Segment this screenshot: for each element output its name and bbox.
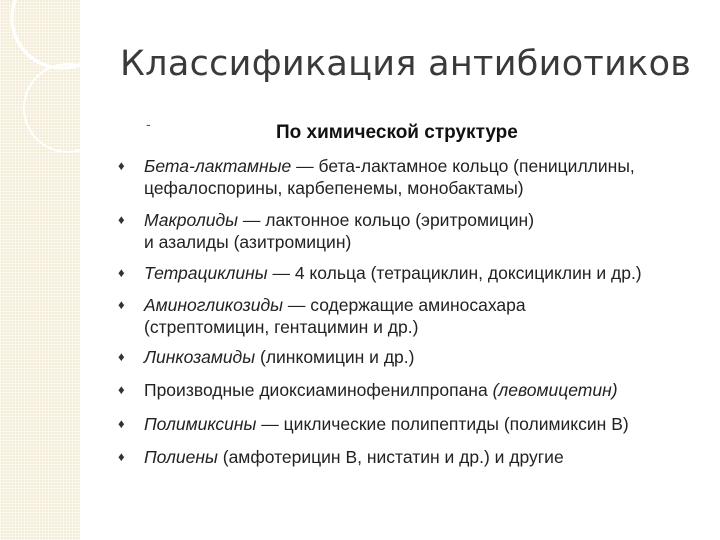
diamond-bullet-icon: ♦ <box>118 349 125 364</box>
diamond-bullet-icon: ♦ <box>118 416 125 431</box>
diamond-bullet-icon: ♦ <box>118 382 125 397</box>
item-line-continued: цефалоспорины, карбепенемы, монобактамы) <box>144 178 524 198</box>
item-description: (линкомицин и др.) <box>255 347 415 367</box>
item-term: Макролиды <box>144 210 239 230</box>
diamond-bullet-icon: ♦ <box>118 158 125 173</box>
item-line-continued: и азалиды (азитромицин) <box>144 232 352 252</box>
item-description: — циклические полипептиды (полимиксин В) <box>256 414 629 434</box>
item-line <box>144 209 534 231</box>
item-description: (амфотерицин В, нистатин и др.) и другие <box>217 447 564 467</box>
slide-title: Классификация антибиотиков <box>120 44 692 84</box>
item-term: Полиены <box>144 447 218 467</box>
item-term: (левомицетин) <box>492 380 618 400</box>
item-line <box>144 262 642 284</box>
item-line <box>144 413 629 435</box>
item-line <box>144 294 526 316</box>
item-description: — бета-лактамное кольцо (пенициллины, <box>291 156 635 176</box>
item-term: Тетрациклины <box>144 263 268 283</box>
diamond-bullet-icon: ♦ <box>118 297 125 312</box>
dash-mark: - <box>146 116 151 132</box>
diamond-bullet-icon: ♦ <box>118 449 125 464</box>
item-term: Линкозамиды <box>144 347 256 367</box>
item-line <box>144 346 414 368</box>
item-description: — содержащие аминосахара <box>283 295 526 315</box>
item-description: Производные диоксиаминофенилпропана <box>144 380 493 400</box>
item-term: Бета-лактамные <box>144 156 292 176</box>
item-term: Полимиксины <box>144 414 257 434</box>
item-line <box>144 155 635 177</box>
diamond-bullet-icon: ♦ <box>118 265 125 280</box>
item-description: — 4 кольца (тетрациклин, доксициклин и др.) <box>267 263 642 283</box>
item-description: — лактонное кольцо (эритромицин) <box>238 210 535 230</box>
item-term: Аминогликозиды <box>144 295 284 315</box>
item-line <box>144 379 618 401</box>
decorative-sidebar <box>0 0 80 540</box>
item-line <box>144 446 564 468</box>
item-line-continued: (стрептомицин, гентацимин и др.) <box>144 317 419 337</box>
section-subheading: По химической структуре <box>276 122 518 143</box>
decorative-arcs-icon <box>0 0 80 540</box>
diamond-bullet-icon: ♦ <box>118 212 125 227</box>
